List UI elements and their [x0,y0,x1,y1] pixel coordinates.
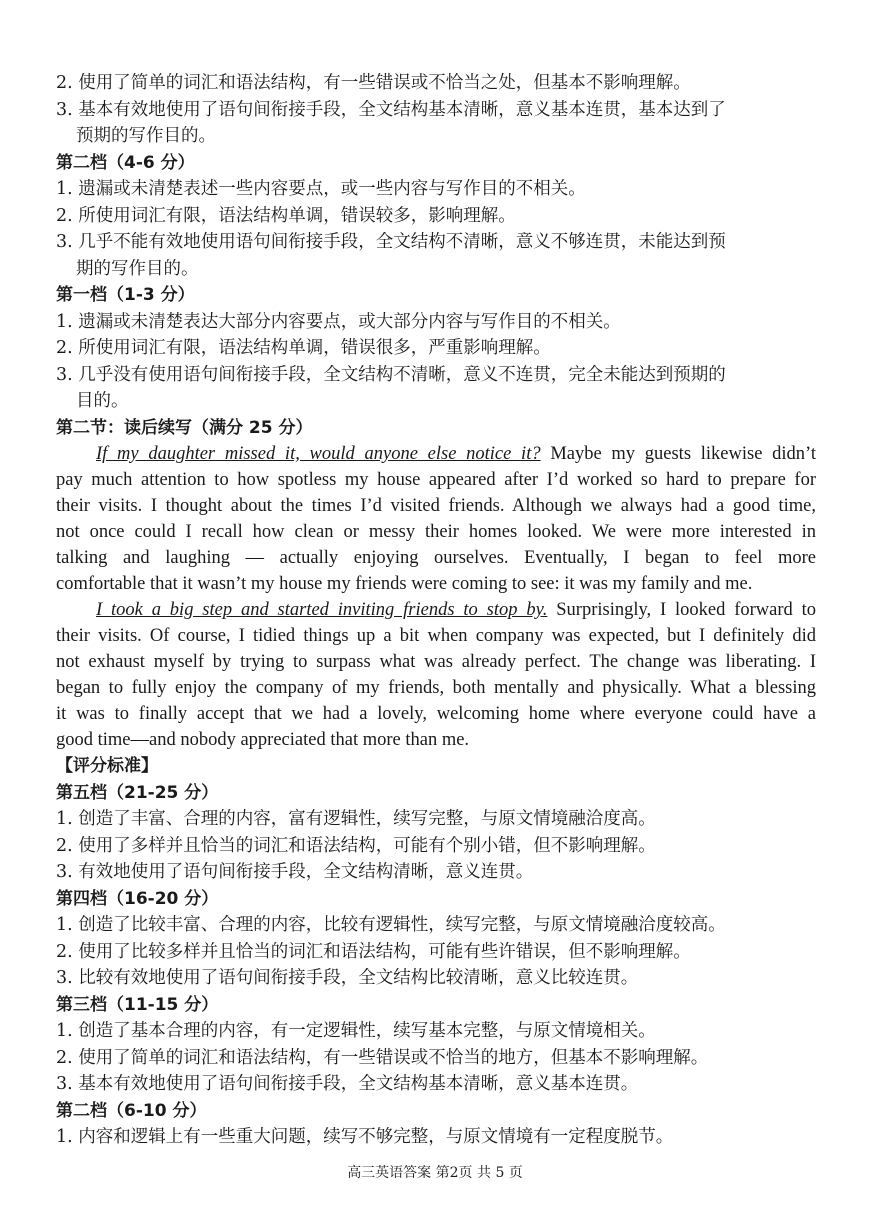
criterion-item: 2. 使用了简单的词汇和语法结构，有一些错误或不恰当之处，但基本不影响理解。 [56,73,691,93]
sample-paragraph-1-line: talking and laughing — actually enjoying ourselves. Eventually, I began to feel more [56,548,816,568]
criterion-item: 3. 几乎不能有效地使用语句间衔接手段，全文结构不清晰，意义不够连贯，未能达到预 [56,232,726,252]
criterion-item: 1. 遗漏或未清楚表达大部分内容要点，或大部分内容与写作目的不相关。 [56,311,621,332]
criterion-item: 2. 使用了比较多样并且恰当的词汇和语法结构，可能有些许错误，但不影响理解。 [56,941,691,962]
criterion-item: 2. 使用了多样并且恰当的词汇和语法结构，可能有个别小错，但不影响理解。 [56,835,656,856]
sample-paragraph-2-line: began to fully enjoy the company of my friends, both mentally and physically. What a blessing [56,678,816,698]
criterion-item: 3. 基本有效地使用了语句间衔接手段，全文结构基本清晰，意义基本连贯。 [56,1074,639,1094]
sample-paragraph-1-line: pay much attention to how spotless my house appeared after I’d worked so hard to prepare for [56,470,816,490]
level-heading: 第一档（1-3 分） [56,285,195,305]
level-heading: 第二档（4-6 分） [56,152,195,173]
sample-paragraph-1-line: comfortable that it wasn’t my house my friends were coming to see: it was my family and me. [56,574,753,594]
criterion-item: 3. 比较有效地使用了语句间衔接手段，全文结构比较清晰，意义比较连贯。 [56,968,639,988]
level-heading: 第二档（6-10 分） [56,1100,207,1121]
sample-paragraph-1-line [56,441,816,467]
answer-key-page [56,70,816,1151]
level-heading: 第三档（11-15 分） [56,994,219,1015]
criterion-item: 2. 所使用词汇有限，语法结构单调，错误很多，严重影响理解。 [56,338,551,358]
section-title: 第二节：读后续写（满分 25 分） [56,417,313,438]
criteria-title: 【评分标准】 [56,756,158,776]
sample-paragraph-2-line: their visits. Of course, I tidied things up a bit when company was expected, but I definitely did [56,626,816,646]
criterion-item: 1. 创造了基本合理的内容，有一定逻辑性，续写基本完整，与原文情境相关。 [56,1021,656,1041]
sample-paragraph-1-line: their visits. I thought about the times I’d visited friends. Although we always had a good time, [56,496,816,516]
sample-paragraph-2-line [56,597,816,623]
sample-paragraph-2-line: good time—and nobody appreciated that more than me. [56,730,470,750]
criterion-item-continued: 目的。 [76,391,129,411]
paragraph-text: Surprisingly, I looked forward to [547,600,816,620]
criterion-item: 2. 使用了简单的词汇和语法结构，有一些错误或不恰当的地方，但基本不影响理解。 [56,1047,709,1068]
criterion-item: 1. 创造了丰富、合理的内容，富有逻辑性，续写完整，与原文情境融洽度高。 [56,809,656,829]
criterion-item: 1. 内容和逻辑上有一些重大问题，续写不够完整，与原文情境有一定程度脱节。 [56,1127,674,1147]
level-heading: 第五档（21-25 分） [56,782,219,803]
criterion-item: 3. 有效地使用了语句间衔接手段，全文结构清晰，意义连贯。 [56,862,534,882]
paragraph-lead-sentence: I took a big step and started inviting friends to stop by. [96,600,548,620]
level-heading: 第四档（16-20 分） [56,888,219,909]
criterion-item: 3. 基本有效地使用了语句间衔接手段，全文结构基本清晰，意义基本连贯，基本达到了 [56,99,726,120]
sample-paragraph-2-line: not exhaust myself by trying to surpass what was already perfect. The change was liberating. I [56,652,816,672]
criterion-item-continued: 期的写作目的。 [76,258,199,279]
criterion-item-continued: 预期的写作目的。 [76,126,216,146]
criterion-item: 1. 遗漏或未清楚表述一些内容要点，或一些内容与写作目的不相关。 [56,179,586,199]
criterion-item: 3. 几乎没有使用语句间衔接手段，全文结构不清晰，意义不连贯，完全未能达到预期的 [56,364,726,385]
paragraph-lead-sentence: If my daughter missed it, would anyone else notice it? [96,444,541,464]
criterion-item: 2. 所使用词汇有限，语法结构单调，错误较多，影响理解。 [56,205,516,226]
sample-paragraph-2-line: it was to finally accept that we had a lovely, welcoming home where everyone could have a [56,704,816,724]
paragraph-text: Maybe my guests likewise didn’t [540,444,816,464]
criterion-item: 1. 创造了比较丰富、合理的内容，比较有逻辑性，续写完整，与原文情境融洽度较高。 [56,915,726,935]
sample-paragraph-1-line: not once could I recall how clean or messy their homes looked. We were more interested in [56,522,816,542]
page-footer: 高三英语答案 第2页 共 5 页 [347,1165,523,1181]
